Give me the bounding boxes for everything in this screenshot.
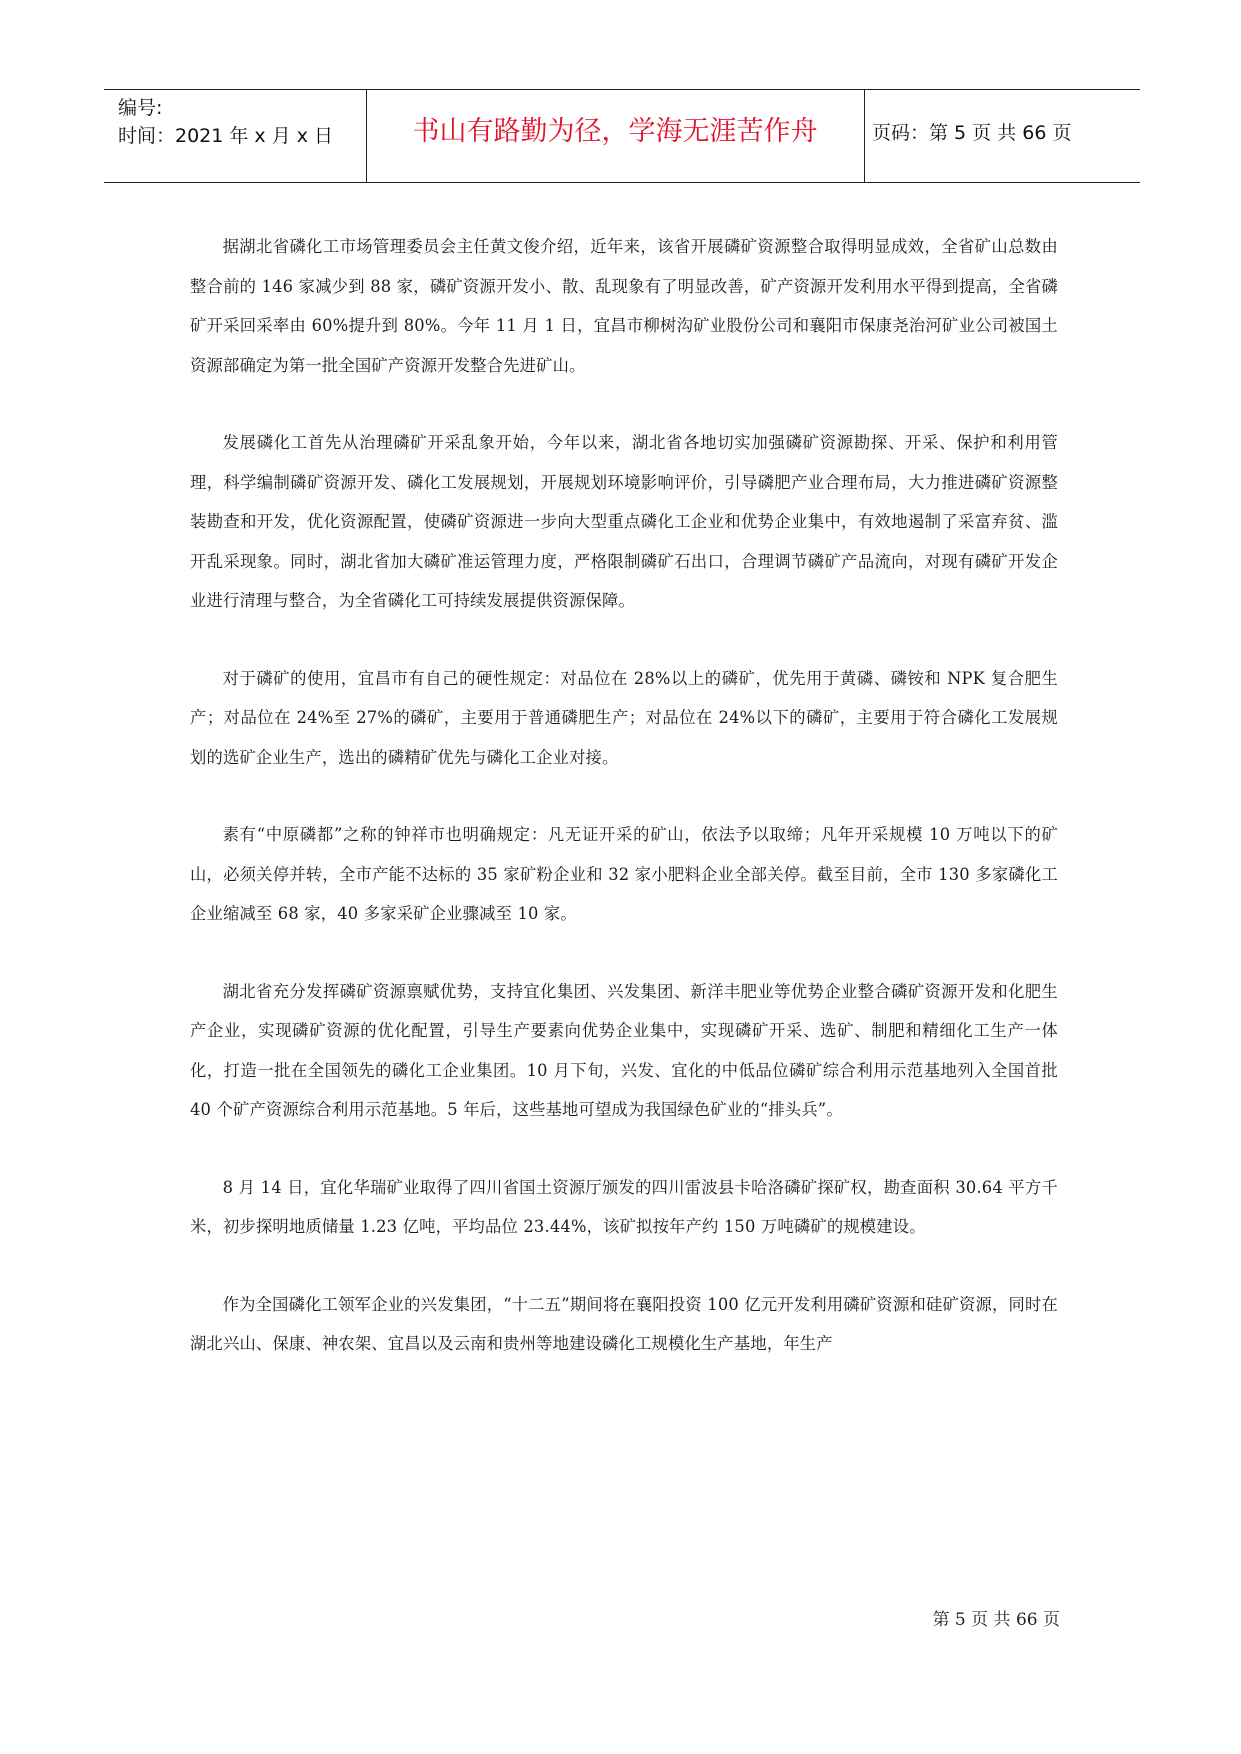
- header-divider-right: [864, 90, 865, 182]
- document-number-label: 编号:: [118, 97, 163, 119]
- body-paragraph: 8 月 14 日，宜化华瑞矿业取得了四川省国土资源厅颁发的四川雷波县卡哈洛磷矿探矿权，勘查面积 30.64 平方千米，初步探明地质储量 1.23 亿吨，平均品位 23.44%，该矿拟按年产约 150 万吨磷矿的规模建设。: [190, 1177, 1058, 1236]
- document-time-label: 时间：2021 年 x 月 x 日: [118, 125, 334, 147]
- page-footer: 第 5 页 共 66 页: [932, 1610, 1060, 1630]
- document-header: [104, 89, 1140, 183]
- body-paragraph: 湖北省充分发挥磷矿资源禀赋优势，支持宜化集团、兴发集团、新洋丰肥业等优势企业整合磷矿资源开发和化肥生产企业，实现磷矿资源的优化配置，引导生产要素向优势企业集中，实现磷矿开采、选矿、制肥和精细化工生产一体化，打造一批在全国领先的磷化工企业集团。10 月下旬，兴发、宜化的中低品位磷矿综合利用示范基地列入全国首批 40 个矿产资源综合利用示范基地。5 年后，这些基地可望成为我国绿色矿业的“排头兵”。: [190, 981, 1058, 1119]
- body-paragraph: 发展磷化工首先从治理磷矿开采乱象开始，今年以来，湖北省各地切实加强磷矿资源勘探、开采、保护和利用管理，科学编制磷矿资源开发、磷化工发展规划，开展规划环境影响评价，引导磷肥产业合理布局，大力推进磷矿资源整装勘查和开发，优化资源配置，使磷矿资源进一步向大型重点磷化工企业和优势企业集中，有效地遏制了采富弃贫、滥开乱采现象。同时，湖北省加大磷矿准运管理力度，严格限制磷矿石出口，合理调节磷矿产品流向，对现有磷矿开发企业进行清理与整合，为全省磷化工可持续发展提供资源保障。: [190, 433, 1058, 610]
- header-meta: [118, 94, 368, 150]
- body-paragraph: 据湖北省磷化工市场管理委员会主任黄文俊介绍，近年来，该省开展磷矿资源整合取得明显成效，全省矿山总数由整合前的 146 家减少到 88 家，磷矿资源开发小、散、乱现象有了明显改善，矿产资源开发利用水平得到提高，全省磷矿开采回采率由 60%提升到 80%。今年 11 月 1 日，宜昌市柳树沟矿业股份公司和襄阳市保康尧治河矿业公司被国土资源部确定为第一批全国矿产资源开发整合先进矿山。: [190, 237, 1058, 375]
- body-paragraph: 素有“中原磷都”之称的钟祥市也明确规定：凡无证开采的矿山，依法予以取缔；凡年开采规模 10 万吨以下的矿山，必须关停并转，全市产能不达标的 35 家矿粉企业和 32 家小肥料企业全部关停。截至目前，全市 130 多家磷化工企业缩减至 68 家，40 多家采矿企业骤减至 10 家。: [190, 825, 1058, 923]
- header-slogan: 书山有路勤为径，学海无涯苦作舟: [412, 116, 818, 147]
- header-divider-left: [366, 90, 367, 182]
- body-paragraph: 对于磷矿的使用，宜昌市有自己的硬性规定：对品位在 28%以上的磷矿，优先用于黄磷、磷铵和 NPK 复合肥生产；对品位在 24%至 27%的磷矿，主要用于普通磷肥生产；对品位在 24%以下的磷矿，主要用于符合磷化工发展规划的选矿企业生产，选出的磷精矿优先与磷化工企业对接。: [190, 668, 1058, 767]
- body-paragraph: 作为全国磷化工领军企业的兴发集团，“十二五”期间将在襄阳投资 100 亿元开发利用磷矿资源和硅矿资源，同时在湖北兴山、保康、神农架、宜昌以及云南和贵州等地建设磷化工规模化生产基地，年生产: [190, 1294, 1058, 1353]
- header-page-number: 页码：第 5 页 共 66 页: [872, 122, 1072, 144]
- document-body: [190, 227, 1058, 1402]
